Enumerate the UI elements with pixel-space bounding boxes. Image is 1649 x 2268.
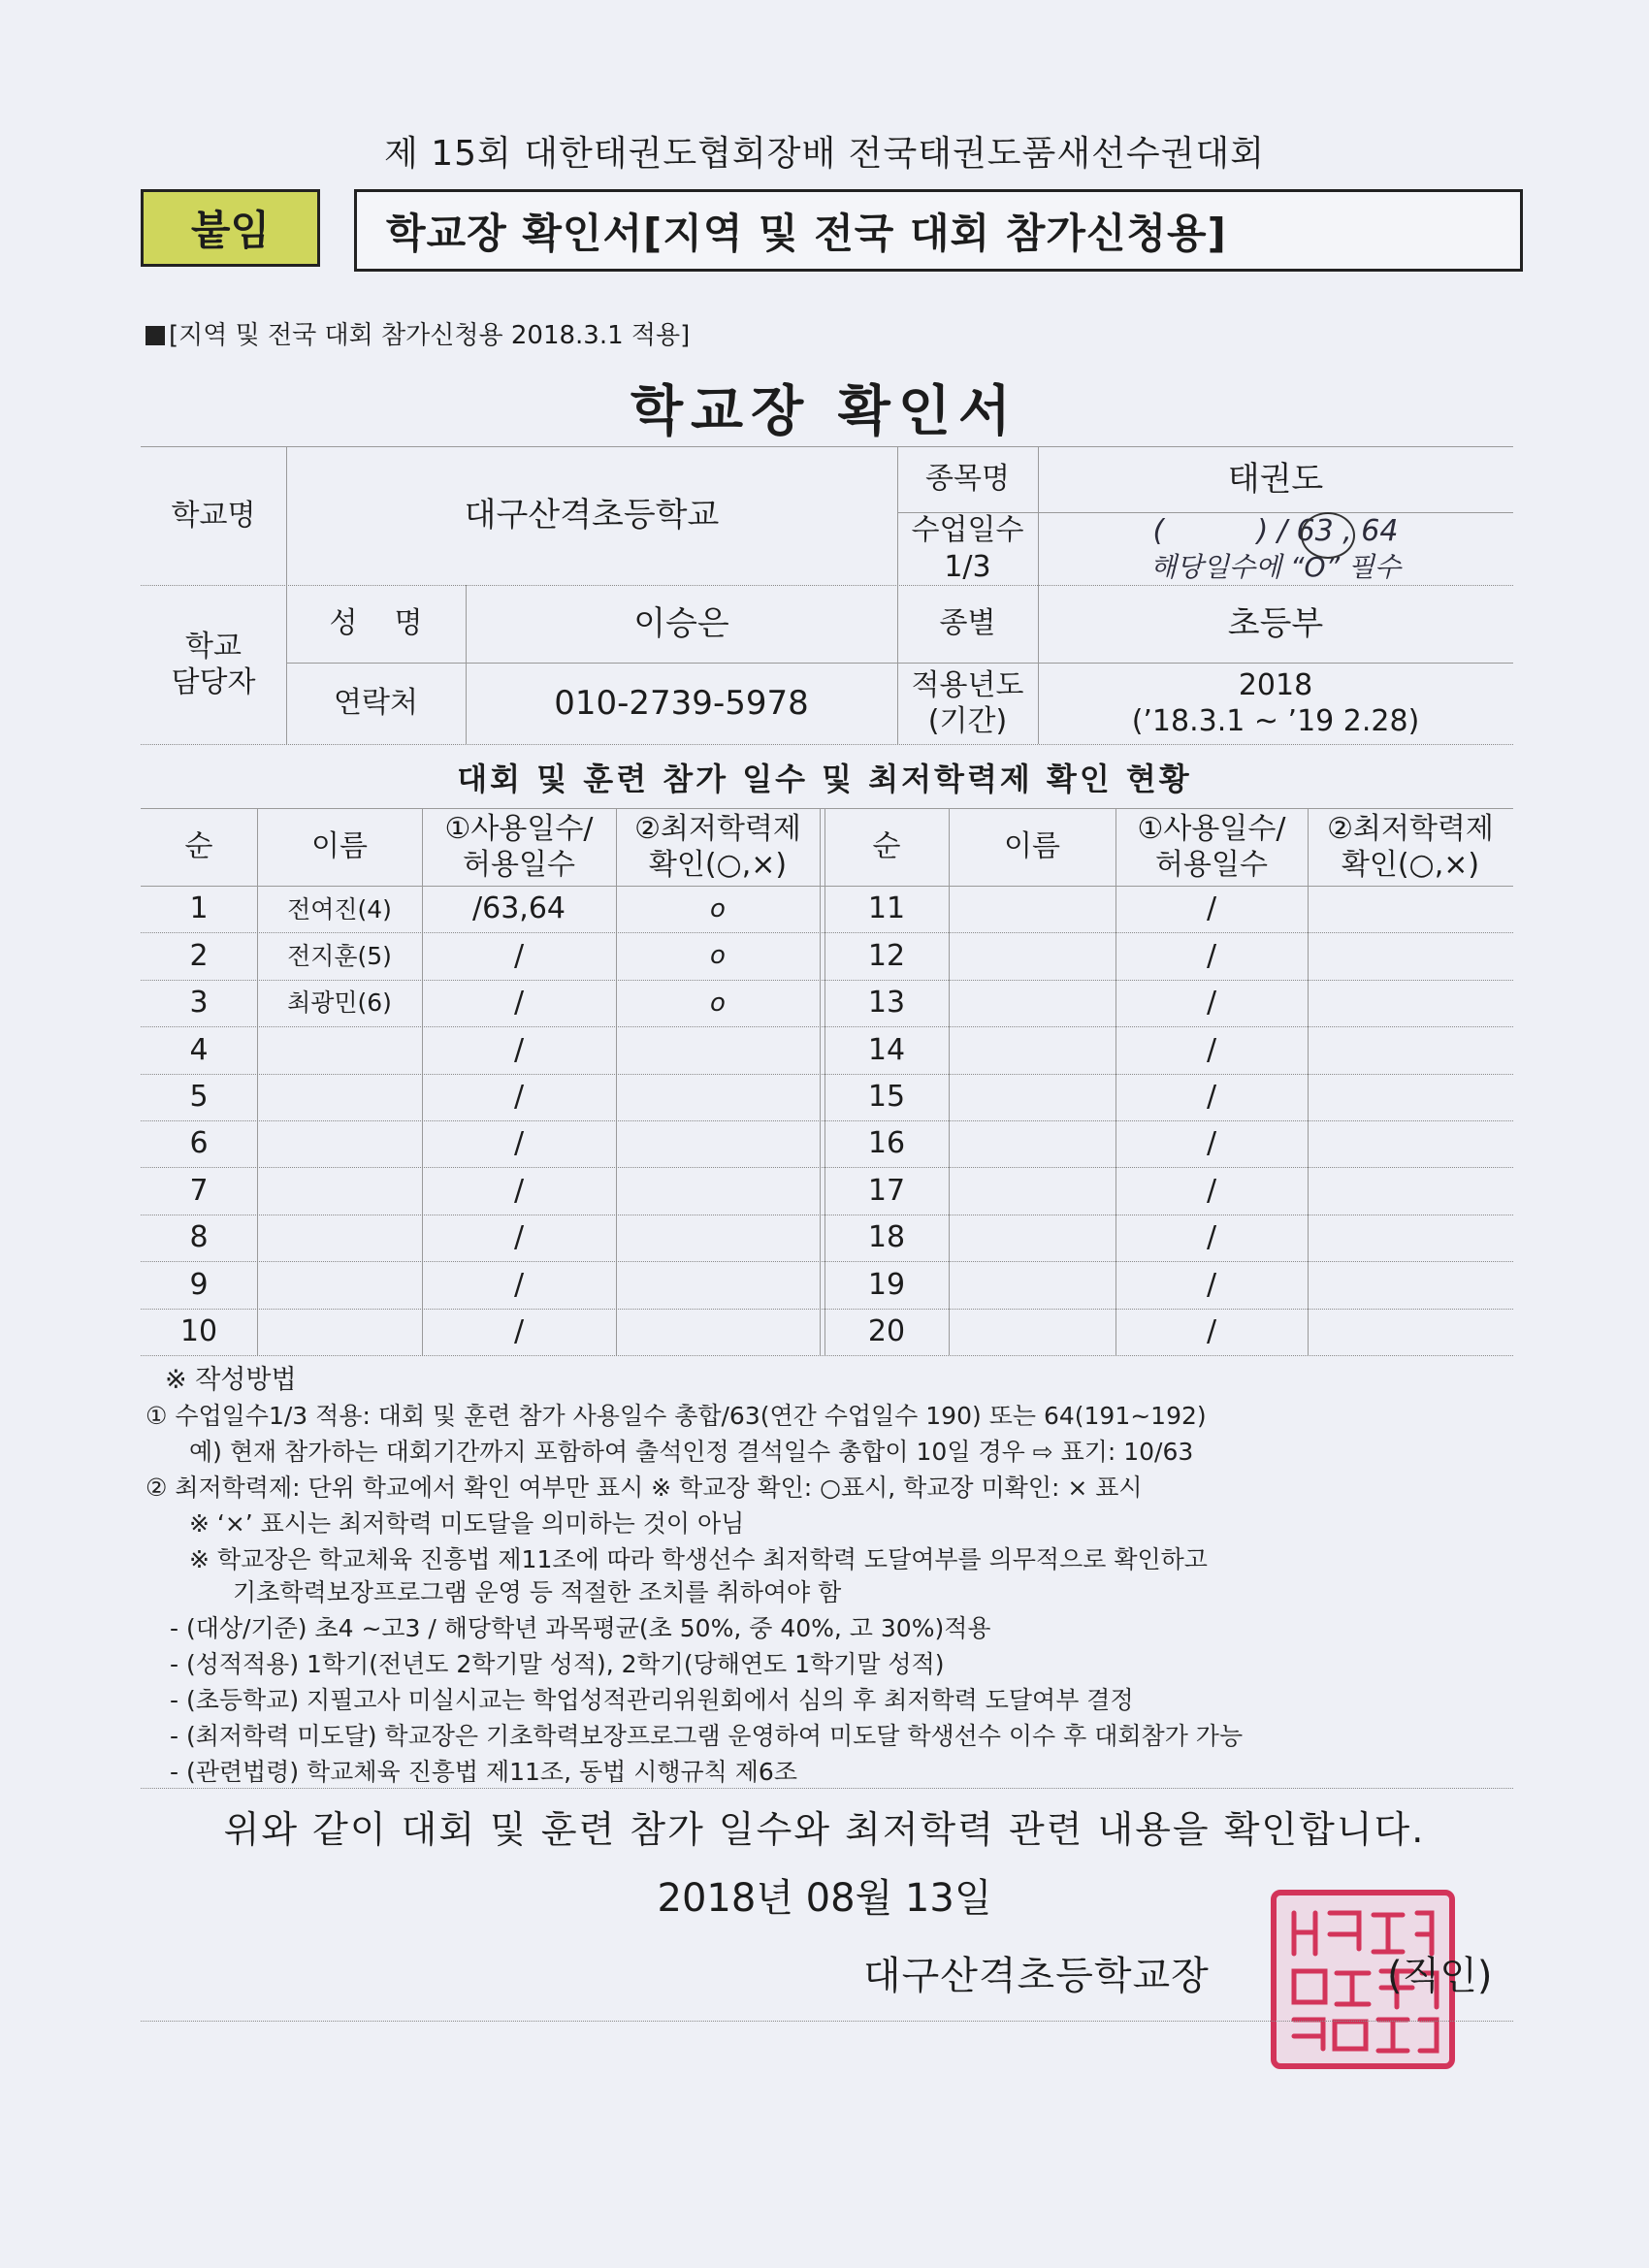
athlete-name [257, 1215, 422, 1261]
class-days-cell [1038, 512, 1513, 585]
school-name-label: 학교명 [171, 498, 256, 533]
applicability-note [146, 315, 690, 351]
instruction-line: - (최저학력 미도달) 학교장은 기초학력보장프로그램 운영하여 미도달 학생선수 이수 후 대회참가 가능 [170, 1722, 1244, 1750]
academic-check [1308, 886, 1513, 932]
contact-label: 학교 담당자 [171, 629, 256, 699]
athlete-name: 전지훈(5) [287, 941, 392, 970]
athlete-name [949, 1120, 1116, 1167]
row-number: 1 [189, 891, 209, 926]
academic-check [616, 1120, 820, 1167]
days-used: / [1206, 1032, 1217, 1067]
athlete-name [257, 1120, 422, 1167]
academic-check: o [710, 941, 726, 971]
days-used: / [1206, 1314, 1217, 1349]
athlete-name [949, 1074, 1116, 1120]
athlete-name [949, 1261, 1116, 1308]
row-number: 20 [867, 1314, 906, 1349]
row-number: 19 [867, 1267, 906, 1302]
academic-check [1308, 980, 1513, 1026]
athlete-name [257, 1309, 422, 1355]
days-used: / [513, 1032, 525, 1067]
academic-check [616, 1026, 820, 1073]
row-number: 16 [867, 1126, 906, 1161]
days-used: / [1206, 938, 1217, 973]
days-used: / [1206, 986, 1217, 1021]
days-used: / [513, 1314, 525, 1349]
athlete-name [949, 886, 1116, 932]
instruction-line: 예) 현재 참가하는 대회기간까지 포함하여 출석인정 결석일수 총합이 10일 경우 ⇨ 표기: 10/63 [189, 1438, 1194, 1466]
academic-check [616, 1309, 820, 1355]
phone-label: 연락처 [334, 686, 418, 721]
academic-check [1308, 1120, 1513, 1167]
header-days-left: ①사용일수/ 허용일수 [444, 811, 594, 882]
instruction-line: - (성적적용) 1학기(전년도 2학기말 성적), 2학기(당해연도 1학기말 성적) [170, 1650, 945, 1678]
phone-value: 010-2739-5978 [554, 683, 809, 723]
principal-title: 대구산격초등학교장 [863, 1954, 1210, 1998]
instruction-line: ② 최저학력제: 단위 학교에서 확인 여부만 표시 ※ 학교장 확인: ○표시, 학교장 미확인: × 표시 [146, 1474, 1143, 1502]
document-title: 학교장 확인서[지역 및 전국 대회 참가신청용] [354, 189, 1523, 272]
academic-check [1308, 932, 1513, 979]
square-bullet-icon [146, 326, 165, 345]
days-used: / [513, 1080, 525, 1115]
athlete-name [257, 1074, 422, 1120]
days-used: / [513, 1220, 525, 1255]
row-number: 14 [867, 1032, 906, 1067]
athlete-name: 전여진(4) [287, 894, 392, 923]
athlete-name [949, 980, 1116, 1026]
instruction-line: ※ ‘×’ 표시는 최저학력 미도달을 의미하는 것이 아님 [189, 1509, 745, 1538]
days-used: / [513, 1267, 525, 1302]
days-used: / [513, 986, 525, 1021]
applicability-note-text: [지역 및 전국 대회 참가신청용 2018.3.1 적용] [169, 321, 691, 350]
athlete-name [257, 1261, 422, 1308]
days-used: /63,64 [472, 891, 566, 926]
header-no-right: 순 [872, 829, 901, 864]
days-used: / [513, 1126, 525, 1161]
header-days-right: ①사용일수/ 허용일수 [1137, 811, 1286, 882]
academic-check [1308, 1074, 1513, 1120]
section-title: 대회 및 훈련 참가 일수 및 최저학력제 확인 현황 [457, 761, 1192, 797]
attach-label: 붙임 [141, 189, 320, 267]
days-used: / [1206, 1126, 1217, 1161]
row-number: 12 [867, 938, 906, 973]
instruction-line: 기초학력보장프로그램 운영 등 적절한 조치를 취하여야 함 [233, 1578, 842, 1606]
header-name-right: 이름 [1004, 829, 1060, 864]
division-value: 초등부 [1227, 603, 1324, 643]
row-number: 2 [189, 938, 209, 973]
school-name-value: 대구산격초등학교 [464, 496, 720, 535]
circled-63-mark [1301, 512, 1355, 559]
sport-label: 종목명 [925, 462, 1010, 497]
days-used: / [1206, 1267, 1217, 1302]
row-number: 7 [189, 1173, 209, 1208]
row-number: 9 [189, 1267, 209, 1302]
year-value: 2018 (’18.3.1 ~ ’19 2.28) [1131, 667, 1420, 738]
academic-check [1308, 1167, 1513, 1214]
academic-check [616, 1215, 820, 1261]
main-title: 학교장 확인서 [630, 380, 1019, 443]
days-used: / [513, 1173, 525, 1208]
instruction-line: ※ 학교장은 학교체육 진흥법 제11조에 따라 학생선수 최저학력 도달여부를 의무적으로 확인하고 [189, 1545, 1208, 1573]
days-used: / [1206, 1080, 1217, 1115]
class-days-label: 수업일수 1/3 [911, 513, 1024, 584]
athlete-name [949, 1215, 1116, 1261]
sport-value: 태권도 [1227, 459, 1324, 499]
athlete-name [257, 1026, 422, 1073]
athlete-name [949, 932, 1116, 979]
athlete-name [949, 1309, 1116, 1355]
academic-check [616, 1261, 820, 1308]
days-used: / [1206, 891, 1217, 926]
days-used: / [1206, 1173, 1217, 1208]
days-used: / [1206, 1220, 1217, 1255]
academic-check: o [710, 893, 726, 923]
instruction-line: - (대상/기준) 초4 ~고3 / 해당학년 과목평균(초 50%, 중 40%, 고 30%)적용 [170, 1614, 991, 1642]
academic-check [1308, 1026, 1513, 1073]
seal-label: (직인) [1387, 1954, 1493, 1998]
athlete-name [949, 1026, 1116, 1073]
person-name-label: 성 명 [329, 606, 423, 641]
athlete-name: 최광민(6) [287, 988, 392, 1018]
signature-date: 2018년 08월 13일 [657, 1876, 992, 1921]
header-check-right: ②최저학력제 확인(○,×) [1327, 811, 1494, 882]
class-days-note: 해당일수에 “O” 필수 [1149, 550, 1402, 583]
header-name-left: 이름 [311, 829, 368, 864]
academic-check [1308, 1215, 1513, 1261]
row-number: 3 [189, 986, 209, 1021]
row-number: 15 [867, 1080, 906, 1115]
academic-check [1308, 1309, 1513, 1355]
academic-check [1308, 1261, 1513, 1308]
row-number: 5 [189, 1080, 209, 1115]
header-check-left: ②최저학력제 확인(○,×) [634, 811, 801, 882]
row-number: 13 [867, 986, 906, 1021]
row-number: 8 [189, 1220, 209, 1255]
instruction-line: ① 수업일수1/3 적용: 대회 및 훈련 참가 사용일수 총합/63(연간 수업일수 190) 또는 64(191~192) [146, 1402, 1207, 1430]
division-label: 종별 [939, 606, 996, 641]
instruction-line: - (초등학교) 지필고사 미실시교는 학업성적관리위원회에서 심의 후 최저학력 도달여부 결정 [170, 1686, 1134, 1714]
academic-check [616, 1167, 820, 1214]
header-no-left: 순 [184, 829, 213, 864]
year-label: 적용년도 (기간) [911, 667, 1024, 738]
class-days-value: ( ) / 63 , 64 [1152, 514, 1399, 549]
instruction-line: - (관련법령) 학교체육 진흥법 제11조, 동법 시행규칙 제6조 [170, 1758, 797, 1786]
row-number: 4 [189, 1032, 209, 1067]
academic-check [616, 1074, 820, 1120]
academic-check: o [710, 988, 726, 1018]
athlete-name [949, 1167, 1116, 1214]
days-used: / [513, 938, 525, 973]
row-number: 10 [179, 1314, 218, 1349]
row-number: 17 [867, 1173, 906, 1208]
row-number: 18 [867, 1220, 906, 1255]
instructions-heading: ※ 작성방법 [165, 1365, 297, 1395]
confirmation-statement: 위와 같이 대회 및 훈련 참가 일수와 최저학력 관련 내용을 확인합니다. [223, 1808, 1426, 1851]
athlete-name [257, 1167, 422, 1214]
row-number: 6 [189, 1126, 209, 1161]
row-number: 11 [867, 891, 906, 926]
event-title: 제 15회 대한태권도협회장배 전국태권도품새선수권대회 [384, 134, 1265, 174]
person-name-value: 이승은 [633, 603, 729, 643]
